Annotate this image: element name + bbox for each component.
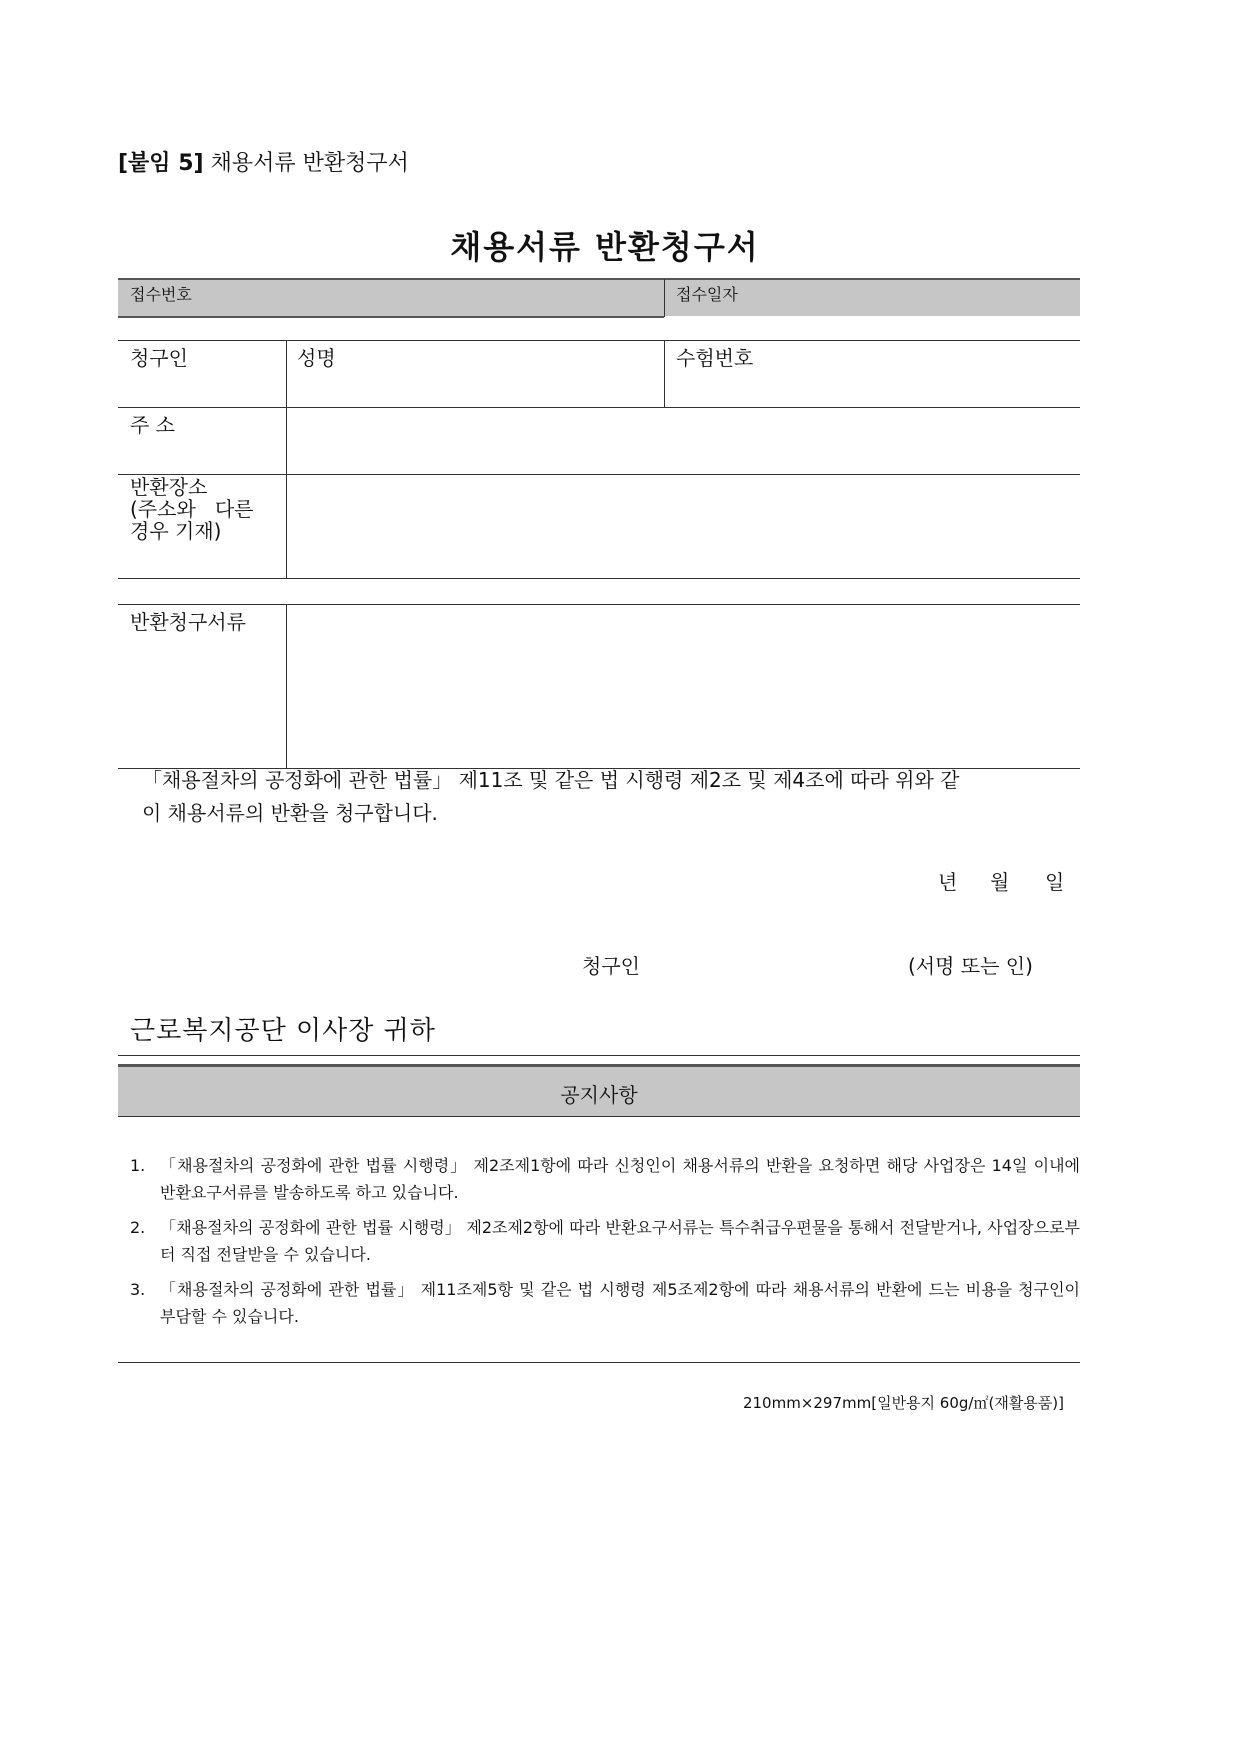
divider — [118, 578, 1080, 579]
divider — [664, 340, 665, 407]
notice-item-text: 「채용절차의 공정화에 관한 법률 시행령」 제2조제2항에 따라 반환요구서류는 특수취급우편물을 통해서 전달받거나, 사업장으로부터 직접 전달받을 수 있습니다. — [160, 1218, 1080, 1264]
date-day: 일 — [1045, 870, 1065, 894]
notice-title: 공지사항 — [560, 1083, 638, 1107]
attachment-heading — [118, 146, 409, 177]
notice-item — [130, 1276, 1080, 1330]
return-place-label-line: (주소와 다른 — [130, 497, 254, 521]
form-title: 채용서류 반환청구서 — [450, 228, 760, 266]
divider — [118, 1055, 1080, 1056]
attachment-label: 채용서류 반환청구서 — [210, 151, 409, 176]
divider — [118, 1362, 1080, 1363]
divider — [664, 279, 665, 317]
return-place-label — [130, 476, 280, 542]
notice-item-number: 1. — [130, 1156, 146, 1175]
return-place-field[interactable] — [287, 475, 1079, 577]
divider — [118, 278, 1080, 280]
address-field[interactable] — [287, 408, 1079, 473]
notice-item-number: 3. — [130, 1280, 146, 1299]
return-place-label-line: 반환장소 — [130, 475, 208, 499]
receipt-band — [118, 278, 1080, 316]
documents-label: 반환청구서류 — [130, 610, 246, 634]
notice-item — [130, 1152, 1080, 1206]
documents-field[interactable] — [287, 605, 1079, 767]
statement — [142, 764, 1062, 830]
notice-item-number: 2. — [130, 1218, 146, 1237]
divider — [118, 316, 664, 318]
notice-item-text: 「채용절차의 공정화에 관한 법률 시행령」 제2조제1항에 따라 신청인이 채용서류의 반환을 요청하면 해당 사업장은 14일 이내에 반환요구서류를 발송하도록 하고 있습니다. — [160, 1156, 1080, 1202]
statement-line: 「채용절차의 공정화에 관한 법률」 제11조 및 같은 법 시행령 제2조 및 제4조에 따라 위와 같 — [142, 768, 960, 792]
attachment-tag: [붙임 5] — [118, 151, 204, 176]
receipt-number-label: 접수번호 — [130, 285, 192, 304]
exam-number-field[interactable]: 수험번호 — [676, 346, 754, 370]
divider — [118, 1064, 1080, 1067]
notice-item-text: 「채용절차의 공정화에 관한 법률」 제11조제5항 및 같은 법 시행령 제5조제2항에 따라 채용서류의 반환에 드는 비용을 청구인이 부담할 수 있습니다. — [160, 1280, 1080, 1326]
receipt-date-label: 접수일자 — [676, 285, 738, 304]
name-field[interactable]: 성명 — [297, 346, 336, 370]
return-place-label-line: 경우 기재) — [130, 519, 222, 543]
divider — [118, 340, 1080, 341]
addressee: 근로복지공단 이사장 귀하 — [130, 1016, 436, 1046]
date-year: 년 — [938, 870, 958, 894]
applicant-label: 청구인 — [130, 346, 188, 370]
paper-spec: 210mm×297mm[일반용지 60g/㎡(재활용품)] — [742, 1394, 1064, 1412]
statement-line: 이 채용서류의 반환을 청구합니다. — [142, 801, 438, 825]
signature-label: 청구인 — [582, 954, 640, 978]
divider — [118, 1116, 1080, 1117]
address-label: 주 소 — [130, 413, 175, 437]
date-month: 월 — [990, 870, 1010, 894]
signature-field[interactable]: (서명 또는 인) — [908, 954, 1033, 978]
notice-item — [130, 1214, 1080, 1268]
